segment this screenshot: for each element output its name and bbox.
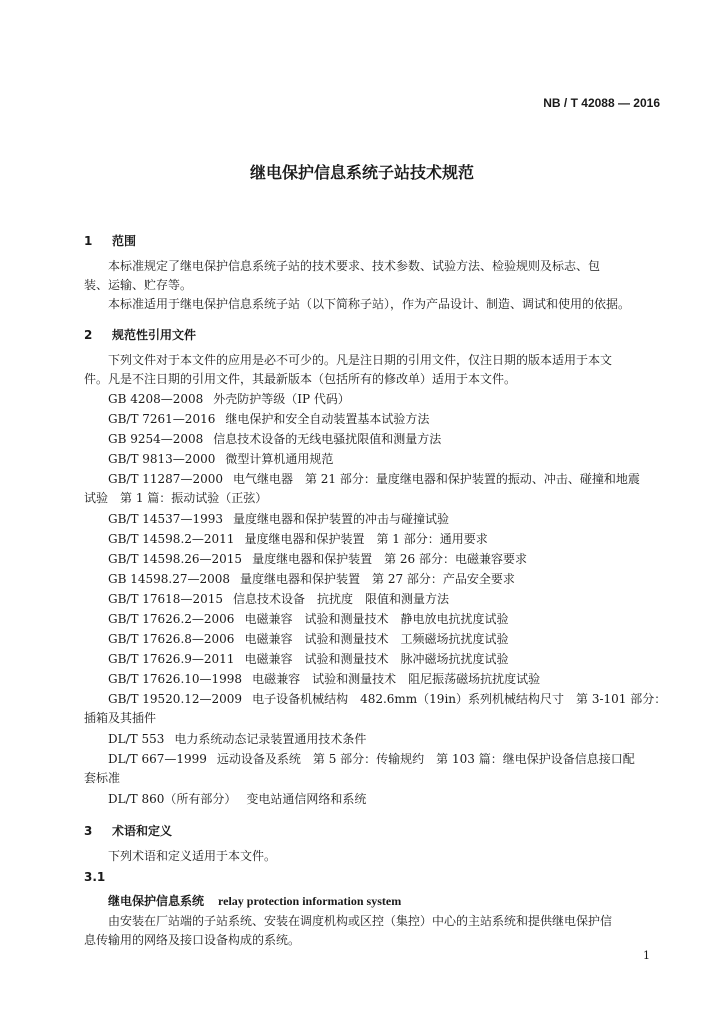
reference-title: 量度继电器和保护装置 第 26 部分：电磁兼容要求 <box>252 552 527 566</box>
reference-title: 继电保护和安全自动装置基本试验方法 <box>225 412 430 426</box>
reference-title: 信息技术设备 抗扰度 限值和测量方法 <box>232 592 449 606</box>
scope-paragraph-line: 本标准适用于继电保护信息系统子站（以下简称子站），作为产品设计、制造、调试和使用的依据。 <box>108 297 631 311</box>
section-title: 范围 <box>112 234 137 248</box>
reference-item <box>108 471 640 487</box>
document-title: 继电保护信息系统子站技术规范 <box>249 163 474 182</box>
reference-title: 电气继电器 第 21 部分：量度继电器和保护装置的振动、冲击、碰撞和地震 <box>232 472 640 486</box>
reference-item <box>108 611 508 627</box>
reference-title: 电力系统动态记录装置通用技术条件 <box>174 732 367 746</box>
reference-title: 量度继电器和保护装置 第 1 部分：通用要求 <box>244 532 488 546</box>
reference-item <box>108 391 350 407</box>
term-definition-line: 由安装在厂站端的子站系统、安装在调度机构或区控（集控）中心的主站系统和提供继电保护信 <box>108 914 613 928</box>
reference-item <box>108 691 666 707</box>
reference-item <box>108 571 515 587</box>
reference-code: DL/T 860（所有部分） <box>108 792 237 806</box>
reference-code: DL/T 667—1999 <box>108 752 207 766</box>
references-intro-line: 件。凡是不注日期的引用文件，其最新版本（包括所有的修改单）适用于本文件。 <box>84 372 517 386</box>
reference-item <box>108 451 333 467</box>
standard-number: NB / T 42088 — 2016 <box>543 96 660 110</box>
reference-code: GB/T 14598.26—2015 <box>108 552 243 566</box>
reference-item <box>108 511 449 527</box>
reference-code: GB/T 17626.2—2006 <box>108 612 235 626</box>
references-intro-line: 下列文件对于本文件的应用是必不可少的。凡是注日期的引用文件，仅注日期的版本适用于本文 <box>108 353 613 367</box>
terms-intro: 下列术语和定义适用于本文件。 <box>108 849 277 863</box>
reference-continuation: 套标准 <box>84 771 121 785</box>
term-entry <box>108 893 401 909</box>
reference-continuation: 插箱及其插件 <box>84 711 157 725</box>
reference-item <box>108 591 449 607</box>
term-number: 3.1 <box>84 870 106 884</box>
term-definition-line: 息传输用的网络及接口设备构成的系统。 <box>84 933 301 947</box>
reference-item <box>108 671 540 687</box>
reference-title: 电磁兼容 试验和测量技术 脉冲磁场抗扰度试验 <box>244 652 509 666</box>
reference-code: GB/T 9813—2000 <box>108 452 216 466</box>
reference-title: 量度继电器和保护装置 第 27 部分：产品安全要求 <box>240 572 515 586</box>
reference-item <box>108 751 635 767</box>
reference-title: 电磁兼容 试验和测量技术 静电放电抗扰度试验 <box>244 612 509 626</box>
reference-item <box>108 431 441 447</box>
reference-code: GB/T 17626.9—2011 <box>108 652 235 666</box>
section-1-heading <box>84 232 136 249</box>
reference-item <box>108 651 508 667</box>
section-number: 1 <box>84 234 93 248</box>
scope-paragraph-line: 装、运输、贮存等。 <box>84 278 193 292</box>
section-3-heading <box>84 822 172 839</box>
reference-title: 电磁兼容 试验和测量技术 阻尼振荡磁场抗扰度试验 <box>252 672 541 686</box>
reference-title: 远动设备及系统 第 5 部分：传输规约 第 103 篇：继电保护设备信息接口配 <box>216 752 635 766</box>
reference-item <box>108 411 429 427</box>
reference-code: GB 9254—2008 <box>108 432 204 446</box>
reference-title: 变电站通信网络和系统 <box>246 792 367 806</box>
section-2-heading <box>84 326 196 343</box>
reference-code: GB/T 7261—2016 <box>108 412 216 426</box>
reference-title: 电磁兼容 试验和测量技术 工频磁场抗扰度试验 <box>244 632 509 646</box>
reference-title: 信息技术设备的无线电骚扰限值和测量方法 <box>213 432 442 446</box>
section-number: 2 <box>84 328 93 342</box>
reference-item <box>108 631 508 647</box>
page-number: 1 <box>643 949 650 962</box>
reference-title: 外壳防护等级（IP 代码） <box>213 392 350 406</box>
reference-item <box>108 531 488 547</box>
section-number: 3 <box>84 824 93 838</box>
reference-code: GB/T 17626.10—1998 <box>108 672 243 686</box>
section-title: 术语和定义 <box>112 824 173 838</box>
section-title: 规范性引用文件 <box>112 328 197 342</box>
reference-code: GB/T 14598.2—2011 <box>108 532 235 546</box>
reference-title: 电子设备机械结构 482.6mm（19in）系列机械结构尺寸 第 3-101 部分： <box>252 692 667 706</box>
term-chinese: 继电保护信息系统 <box>108 894 205 908</box>
scope-paragraph-line: 本标准规定了继电保护信息系统子站的技术要求、技术参数、试验方法、检验规则及标志、包 <box>108 259 601 273</box>
reference-item <box>108 731 366 747</box>
reference-title: 量度继电器和保护装置的冲击与碰撞试验 <box>232 512 449 526</box>
reference-continuation: 试验 第 1 篇：振动试验（正弦） <box>84 491 268 505</box>
reference-title: 微型计算机通用规范 <box>225 452 334 466</box>
reference-code: GB 14598.27—2008 <box>108 572 231 586</box>
reference-item <box>108 791 366 807</box>
reference-code: DL/T 553 <box>108 732 165 746</box>
reference-code: GB/T 17626.8—2006 <box>108 632 235 646</box>
reference-code: GB/T 17618—2015 <box>108 592 223 606</box>
term-english: relay protection information system <box>218 894 402 908</box>
reference-item <box>108 551 527 567</box>
reference-code: GB/T 14537—1993 <box>108 512 223 526</box>
reference-code: GB/T 19520.12—2009 <box>108 692 243 706</box>
reference-code: GB 4208—2008 <box>108 392 204 406</box>
reference-code: GB/T 11287—2000 <box>108 472 223 486</box>
